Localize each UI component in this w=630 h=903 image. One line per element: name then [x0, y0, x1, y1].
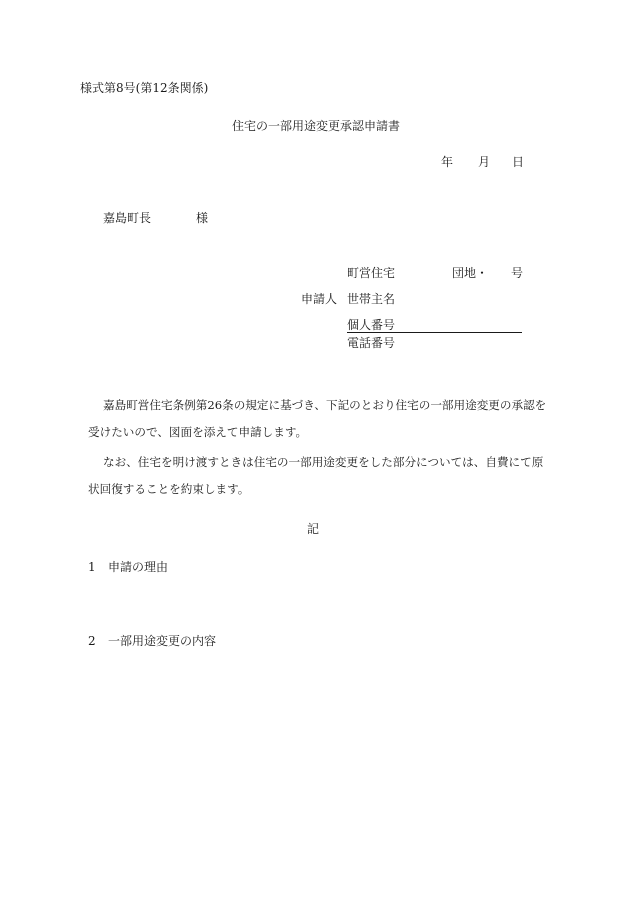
housing-label: 町営住宅	[347, 266, 396, 280]
householder-name-label: 世帯主名	[347, 292, 396, 306]
personal-number-field	[347, 318, 522, 333]
date-month-label: 月	[478, 155, 491, 169]
complex-label: 団地・	[452, 266, 489, 280]
form-number: 様式第8号(第12条関係)	[80, 81, 209, 95]
date-day-label: 日	[512, 155, 525, 169]
item-number: 1	[88, 560, 96, 574]
item-number: 2	[88, 634, 96, 648]
item-label: 一部用途変更の内容	[108, 634, 217, 648]
note-heading: 記	[307, 522, 320, 536]
applicant-label: 申請人	[301, 292, 338, 306]
paragraph-line: 受けたいので、図面を添えて申請します。	[88, 425, 308, 439]
phone-number-label: 電話番号	[347, 336, 396, 350]
paragraph-line: 嘉島町営住宅条例第26条の規定に基づき、下記のとおり住宅の一部用途変更の承認を	[103, 398, 547, 412]
paragraph-line: なお、住宅を明け渡すときは住宅の一部用途変更をした部分については、自費にて原	[103, 455, 544, 469]
paragraph-line: 状回復することを約束します。	[88, 482, 250, 496]
addressee-honorific: 様	[196, 211, 209, 225]
personal-number-label: 個人番号	[347, 318, 396, 332]
addressee-name: 嘉島町長	[103, 211, 152, 225]
date-year-label: 年	[441, 155, 454, 169]
unit-number-label: 号	[511, 266, 524, 280]
document-title: 住宅の一部用途変更承認申請書	[232, 119, 401, 133]
item-label: 申請の理由	[108, 560, 169, 574]
